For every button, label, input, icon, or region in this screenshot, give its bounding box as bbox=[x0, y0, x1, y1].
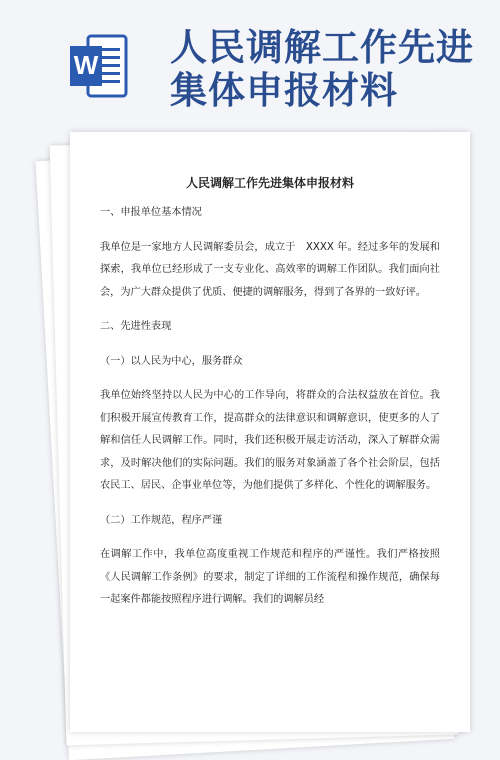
headline-line-2: 集体申报材料 bbox=[170, 69, 398, 112]
section-1-paragraph: 我单位是一家地方人民调解委员会，成立于 XXXX 年。经过多年的发展和探索，我单位已经形成了一支专业化、高效率的调解工作团队。我们面向社会，为广大群众提供了优质、便捷的调解服务，得到了各界的一致好评。 bbox=[100, 241, 440, 298]
document-body bbox=[100, 174, 440, 624]
header-banner bbox=[0, 0, 500, 120]
subsection-1-paragraph: 我单位始终坚持以人民为中心的工作导向，将群众的合法权益放在首位。我们积极开展宣传教育工作，提高群众的法律意识和调解意识，使更多的人了解和信任人民调解工作。同时，我们还积极开展走访活动，深入了解群众需求，及时解决他们的实际问题。我们的服务对象涵盖了各个社会阶层，包括农民工、居民、企事业单位等，为他们提供了多样化、个性化的调解服务。 bbox=[100, 390, 440, 491]
section-1-heading: 一、申报单位基本情况 bbox=[100, 207, 202, 218]
subsection-2-heading: （二）工作规范，程序严谨 bbox=[100, 514, 223, 526]
page-headline bbox=[170, 26, 490, 112]
headline-line-1: 人民调解工作先进 bbox=[170, 26, 474, 69]
document-title: 人民调解工作先进集体申报材料 bbox=[185, 176, 354, 190]
section-2-heading: 二、先进性表现 bbox=[100, 321, 172, 332]
svg-text:W: W bbox=[73, 50, 99, 80]
subsection-1-heading: （一）以人民为中心，服务群众 bbox=[100, 355, 243, 367]
subsection-2-paragraph: 在调解工作中，我单位高度重视工作规范和程序的严谨性。我们严格按照《人民调解工作条例》的要求，制定了详细的工作流程和操作规范，确保每一起案件都能按照程序进行调解。我们的调解员经 bbox=[100, 549, 440, 605]
word-document-icon bbox=[70, 34, 128, 98]
